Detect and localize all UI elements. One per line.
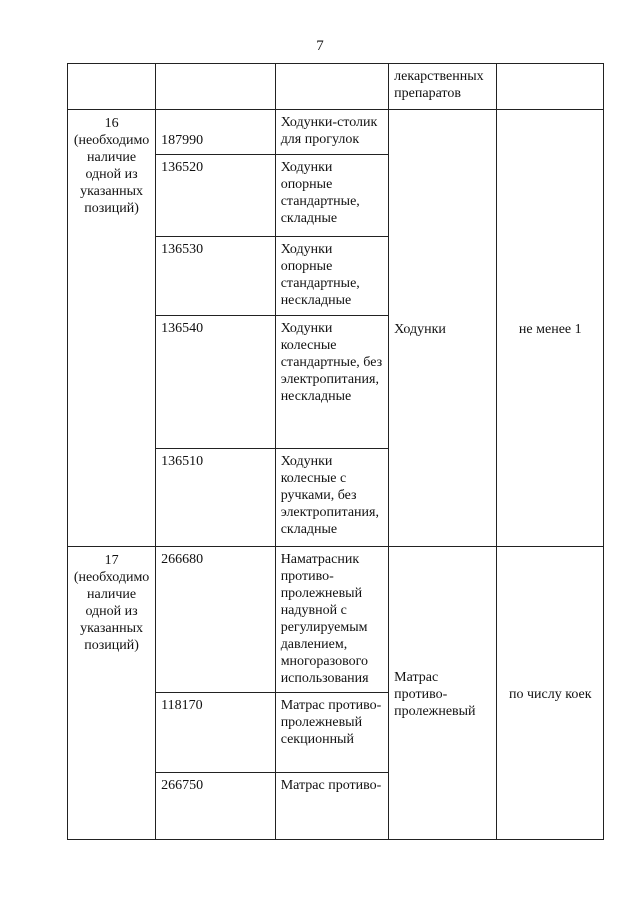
item-code-cell: 136510 bbox=[156, 449, 276, 547]
group-name-cell: Ходунки bbox=[389, 110, 496, 547]
item-name-cell: Ходунки колесные с ручками, без электропитания, складные bbox=[275, 449, 388, 547]
equipment-table bbox=[67, 63, 604, 840]
item-name-cell: Матрас противо- bbox=[275, 773, 388, 840]
item-name-cell: Ходунки колесные стандартные, без электропитания, нескладные bbox=[275, 316, 388, 449]
table-row bbox=[68, 110, 604, 155]
page-number: 7 bbox=[316, 38, 324, 54]
item-code-cell: 136520 bbox=[156, 155, 276, 237]
item-code-cell: 266680 bbox=[156, 547, 276, 693]
header-cell bbox=[275, 64, 388, 110]
table-row bbox=[68, 547, 604, 693]
item-code-cell: 266750 bbox=[156, 773, 276, 840]
header-cell: лекарственных препаратов bbox=[389, 64, 496, 110]
item-code-cell: 136530 bbox=[156, 237, 276, 316]
item-name-cell: Наматрасник противо-пролежневый надувной с регулируемым давлением, многоразового использования bbox=[275, 547, 388, 693]
item-code-cell: 187990 bbox=[156, 110, 276, 155]
item-name-cell: Ходунки-столик для прогулок bbox=[275, 110, 388, 155]
item-name-cell: Ходунки опорные стандартные, складные bbox=[275, 155, 388, 237]
group-name-cell: Матрас противо-пролежневый bbox=[389, 547, 496, 840]
item-name-cell: Ходунки опорные стандартные, нескладные bbox=[275, 237, 388, 316]
quantity-cell: по числу коек bbox=[496, 547, 603, 840]
header-cell bbox=[156, 64, 276, 110]
item-name-cell: Матрас противо-пролежневый секционный bbox=[275, 693, 388, 773]
position-number-cell: 16 (необходимо наличие одной из указанных позиций) bbox=[68, 110, 156, 547]
table-row bbox=[68, 64, 604, 110]
quantity-cell: не менее 1 bbox=[496, 110, 603, 547]
header-cell bbox=[68, 64, 156, 110]
header-cell bbox=[496, 64, 603, 110]
position-number-cell: 17 (необходимо наличие одной из указанных позиций) bbox=[68, 547, 156, 840]
item-code-cell: 136540 bbox=[156, 316, 276, 449]
item-code-cell: 118170 bbox=[156, 693, 276, 773]
